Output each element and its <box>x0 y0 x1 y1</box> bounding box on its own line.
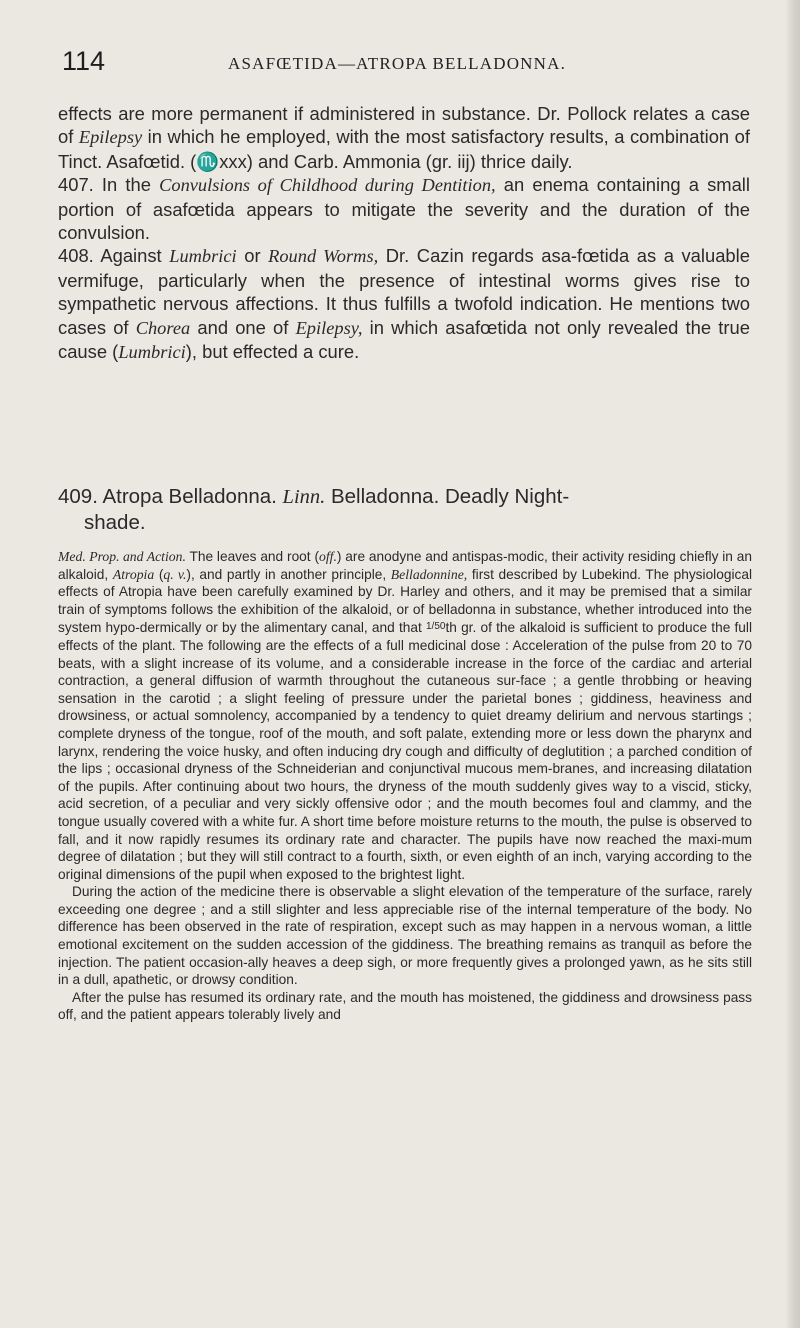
text-run: 407. In the <box>58 174 160 196</box>
text-run: or <box>236 245 269 267</box>
italic-term: Atropia <box>112 566 155 582</box>
page-number: 114 <box>62 46 106 76</box>
paragraph-407 <box>58 173 750 244</box>
italic-term: off. <box>319 549 337 564</box>
text-run: ), and partly in another principle, <box>186 566 391 582</box>
page-edge <box>786 0 800 1328</box>
main-text <box>58 102 750 364</box>
small-paragraph-2: During the action of the medicine there is observable a slight elevation of the temperature of the surface, rarely exceeding one degree ; and a still slighter and less appreciable rise of the internal temperature of the body. No difference has been observed in the rate of respiration, except such as may happen in a nervous woman, a little emotional excitement on the sudden accession of the giddiness. The breathing remains as tranquil as before the injection. The patient occasion-ally heaves a deep sigh, or more frequently gives a prolonged yawn, as he sits still in a dull, apathetic, or drowsy condition. <box>58 884 752 988</box>
italic-term: Round Worms, <box>268 246 379 267</box>
italic-term: Med. Prop. and Action. <box>58 549 186 564</box>
text-run: in which he employed, with the most satisfactory results, a combination of Tinct. Asafœtid. (♏xxx) and Carb. Ammonia (gr. iij) thrice daily. <box>58 126 750 172</box>
text-run: effects are more permanent if administered in substance. Dr. Pollock relates a case of <box>58 103 750 148</box>
italic-term: Lumbrici <box>169 246 237 267</box>
small-print-section <box>58 548 752 1024</box>
text-run: ), but effected a cure. <box>185 341 360 363</box>
fraction: 1/50 <box>425 621 446 633</box>
text-run: ( <box>154 566 164 582</box>
page-header <box>62 46 742 86</box>
heading-text: 409. Atropa Belladonna. <box>58 485 283 508</box>
italic-term: q. v. <box>163 566 187 582</box>
text-run: The leaves and root ( <box>185 549 320 564</box>
section-heading-409 <box>58 484 750 536</box>
text-run: 408. Against <box>58 245 170 267</box>
italic-term: Epilepsy <box>78 127 143 148</box>
text-run: th gr. of the alkaloid is sufficient to produce the full effects of the plant. The following are the effects of a full medicinal dose : Acceleration of the pulse from 20 to 70 beats, with a slight increase of its volume, and a considerable increase in the force of the cardiac and arterial contraction, a general diffusion of warmth throughout the cutaneous sur-face ; a gentle throbbing or heaving sensation in the carotid ; a slight feeling of pressure under the parietal bones ; giddiness, heaviness and drowsiness, or actual somnolency, accompanied by a tendency to quiet dreamy delirium and nervous startings ; complete dryness of the tongue, roof of the mouth, and soft palate, extending more or less down the pharynx and larynx, rendering the voice husky, and often inducing dry cough and difficulty of deglutition ; a parched condition of the lips ; occasional dryness of the Schneiderian and conjunctival mucous mem-branes, and increasing dilatation of the pupils. After continuing about two hours, the dryness of the mouth suddenly gives way to a viscid, sticky, acid secretion, of a peculiar and very sickly offensive odor ; and the mouth becomes foul and clammy, and the tongue usually covered with a white fur. A short time before moisture returns to the mouth, the pulse is observed to fall, and it now rapidly resumes its ordinary rate and character. The pupils have now reached the maxi-mum degree of dilatation ; but they will still contract to a fourth, sixth, or even eighth of an inch, varying according to the original dimensions of the pupil when exposed to the brightest light. <box>58 620 752 882</box>
italic-term: Chorea <box>135 317 191 338</box>
paragraph-406-continued <box>58 102 750 173</box>
small-paragraph-3: After the pulse has resumed its ordinary rate, and the mouth has moistened, the giddiness and drowsiness pass off, and the patient appears tolerably lively and <box>58 989 752 1023</box>
heading-text: shade. <box>84 511 146 534</box>
text-run: and one of <box>190 316 296 338</box>
text-run: first described by Lubekind. The physiological effects of Atropia have been carefully examined by Dr. Harley and others, and it may be premised that a similar train of symptoms follows the exhibition of the alkaloid, or of belladonna in substance, whether introduced into the system hypo-dermically or by the alimentary canal, and that <box>58 566 752 636</box>
heading-authority: Linn. <box>282 486 326 508</box>
text-run: Dr. Cazin regards asa-fœtida as a valuable vermifuge, particularly when the presence of intestinal worms gives rise to sympathetic nervous affections. It thus fulfills a twofold indication. He mentions two cases of <box>58 245 750 338</box>
paragraph-408 <box>58 244 750 364</box>
italic-term: Lumbrici <box>118 342 186 363</box>
text-run: ) are anodyne and antispas-modic, their activity residing chiefly in an alkaloid, <box>58 549 752 582</box>
running-head: ASAFŒTIDA—ATROPA BELLADONNA. <box>228 54 567 73</box>
text-run: an enema containing a small portion of asafœtida appears to mitigate the severity and the duration of the convulsion. <box>58 174 750 244</box>
heading-text: Belladonna. Deadly Night- <box>325 485 570 508</box>
small-paragraph-1 <box>58 548 752 883</box>
italic-term: Epilepsy, <box>295 317 363 338</box>
italic-term: Convulsions of Childhood during Dentition, <box>159 175 496 196</box>
italic-term: Belladonnine, <box>390 566 468 582</box>
text-run: in which asafœtida not only revealed the true cause ( <box>58 316 750 363</box>
